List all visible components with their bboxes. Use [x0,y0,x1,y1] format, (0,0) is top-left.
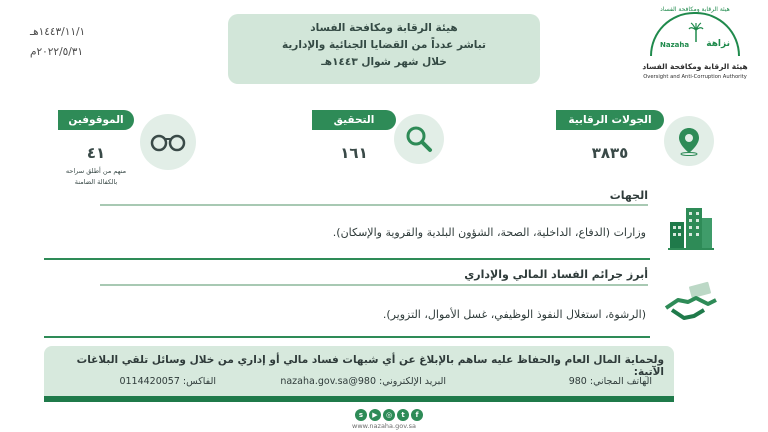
instagram-icon[interactable]: ◎ [383,409,395,421]
bottom-strip [44,396,674,402]
fax-value[interactable]: 0114420057 [119,376,180,387]
logo-name-ar: هيئة الرقابة ومكافحة الفساد [642,62,748,71]
snapchat-icon[interactable]: s [355,409,367,421]
header-banner [228,14,540,84]
contact-title: ولحماية المال العام والحفاظ عليه ساهم بالإبلاغ عن أي شبهات فساد مالي أو إداري من خلال وسائل تلقي البلاغات الآتية: [76,354,664,378]
logo-brand-en: Nazaha [660,41,690,49]
website-link[interactable]: www.nazaha.gov.sa [352,422,416,430]
entities-underline [44,258,650,260]
investigation-value: ١٦١ [340,144,368,162]
twitter-icon[interactable]: t [397,409,409,421]
location-pin-icon [664,116,714,166]
fax-label: الفاكس: [182,376,216,387]
dates-block [30,22,110,62]
phone-value[interactable]: 980 [568,376,587,387]
crimes-divider [100,284,648,286]
crimes-underline [44,336,650,338]
detained-note-line-1: منهم من أطلق سراحه [65,167,127,175]
logo-arc-text: هيئة الرقابة ومكافحة الفساد [660,6,730,13]
header-line-1: هيئة الرقابة ومكافحة الفساد [310,22,458,34]
fax-contact [119,376,216,387]
logo-brand [660,38,730,56]
detained-note [52,166,140,188]
nazaha-logo [636,4,754,94]
email-label: البريد الإلكتروني: [379,376,446,387]
detained-note-line-2: بالكفالة الضامنة [74,178,118,186]
header-line-3: خلال شهر شوال ١٤٤٣هـ [321,56,447,68]
logo-brand-ar: نزاهة [706,39,730,49]
tours-label: الجولات الرقابية [556,110,664,130]
crimes-heading: أبرز جرائم الفساد المالي والإداري [464,268,648,281]
tours-value: ٣٨٣٥ [591,144,629,162]
entities-divider [100,204,648,206]
phone-contact [569,376,652,387]
detained-value: ٤١ [86,144,106,162]
magnifier-icon [394,114,444,164]
hijri-date: ١٤٤٣/١١/١هـ [30,26,86,38]
entities-heading: الجهات [609,189,648,202]
entities-text: وزارات (الدفاع، الداخلية، الصحة، الشؤون البلدية والقروية والإسكان). [332,226,646,239]
buildings-icon [664,202,716,254]
header-line-2: تباشر عدداً من القضايا الجنائية والإدارية [282,39,486,51]
investigation-label: التحقيق [312,110,396,130]
handcuffs-icon [140,114,196,170]
gregorian-date: ٢٠٢٢/٥/٣١م [30,46,84,58]
contact-panel [44,346,674,396]
detained-label: الموقوفين [58,110,134,130]
logo-name-en: Oversight and Anti-Corruption Authority [643,74,747,80]
facebook-icon[interactable]: f [411,409,423,421]
email-value[interactable]: 980@nazaha.gov.sa [280,376,377,387]
crimes-text: (الرشوة، استغلال النفوذ الوظيفي، غسل الأموال، التزوير). [382,308,646,321]
youtube-icon[interactable]: ▶ [369,409,381,421]
email-contact [280,376,446,387]
handshake-money-icon [664,280,718,324]
phone-label: الهاتف المجاني: [589,376,652,387]
